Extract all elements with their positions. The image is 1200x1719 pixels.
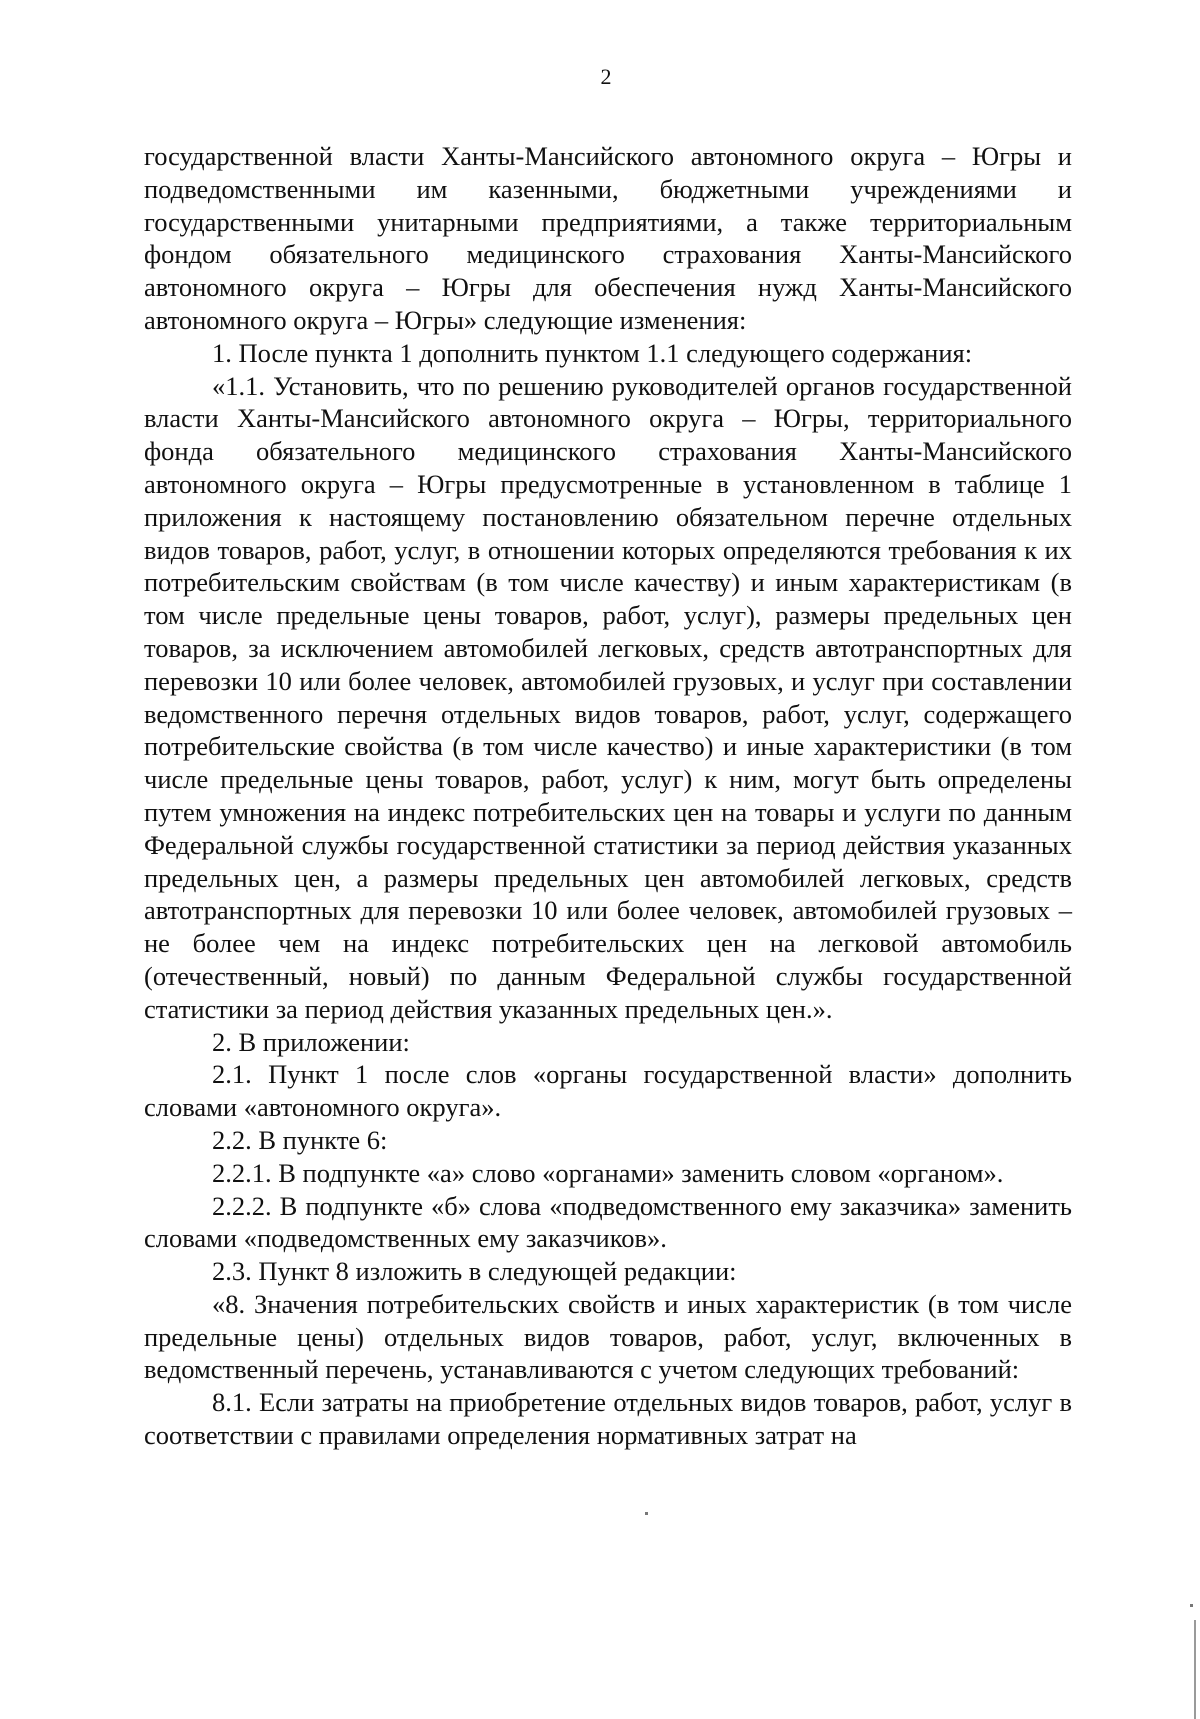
paragraph-intro-continuation: государственной власти Ханты-Мансийского автономного округа – Югры и подведомственными им казенными, бюджетными учреждениями и государственными унитарными предприятиями, а также территориальным фондом обязательного медицинского страхования Ханты-Мансийского автономного округа – Югры для обеспечения нужд Ханты-Мансийского автономного округа – Югры» следующие изменения: [144, 141, 1072, 335]
paragraph-item-2-1: 2.1. Пункт 1 после слов «органы государственной власти» дополнить словами «автономного округа». [144, 1059, 1072, 1123]
page-number: 2 [600, 64, 612, 89]
paragraph-item-8-quote: «8. Значения потребительских свойств и иных характеристик (в том числе предельные цены) отдельных видов товаров, работ, услуг, включенных в ведомственный перечень, устанавливаются с учетом следующих требований: [144, 1288, 1072, 1385]
paragraph-item-2: 2. В приложении: [212, 1026, 410, 1057]
scan-speck [645, 1512, 648, 1515]
document-body [144, 140, 1072, 1452]
scan-edge-mark [1194, 1620, 1196, 1719]
paragraph-item-2-2-2: 2.2.2. В подпункте «б» слова «подведомственного ему заказчика» заменить словами «подведомственных ему заказчиков». [144, 1190, 1072, 1254]
paragraph-item-1-1-quote: «1.1. Установить, что по решению руководителей органов государственной власти Ханты-Мансийского автономного округа – Югры, территориального фонда обязательного медицинского страхования Ханты-Мансийского автономного округа – Югры предусмотренные в установленном в таблице 1 приложения к настоящему постановлению обязательном перечне отдельных видов товаров, работ, услуг, в отношении которых определяются требования к их потребительским свойствам (в том числе качеству) и иным характеристикам (в том числе предельные цены товаров, работ, услуг), размеры предельных цен товаров, за исключением автомобилей легковых, средств автотранспортных для перевозки 10 или более человек, автомобилей грузовых, и услуг при составлении ведомственного перечня отдельных видов товаров, работ, услуг, содержащего потребительские свойства (в том числе качество) и иные характеристики (в том числе предельные цены товаров, работ, услуг) к ним, могут быть определены путем умножения на индекс потребительских цен на товары и услуги по данным Федеральной службы государственной статистики за период действия указанных предельных цен, а размеры предельных цен автомобилей легковых, средств автотранспортных для перевозки 10 или более человек, автомобилей грузовых – не более чем на индекс потребительских цен на легковой автомобиль (отечественный, новый) по данным Федеральной службы государственной статистики за период действия указанных предельных цен.». [144, 370, 1072, 1024]
scan-speck [1190, 1604, 1193, 1607]
paragraph-item-2-2: 2.2. В пункте 6: [212, 1124, 388, 1155]
paragraph-item-8-1: 8.1. Если затраты на приобретение отдельных видов товаров, работ, услуг в соответствии с правилами определения нормативных затрат на [144, 1387, 1072, 1451]
paragraph-item-1: 1. После пункта 1 дополнить пунктом 1.1 следующего содержания: [212, 337, 973, 368]
paragraph-item-2-2-1: 2.2.1. В подпункте «а» слово «органами» заменить словом «органом». [212, 1157, 1004, 1188]
paragraph-item-2-3: 2.3. Пункт 8 изложить в следующей редакции: [212, 1256, 737, 1287]
